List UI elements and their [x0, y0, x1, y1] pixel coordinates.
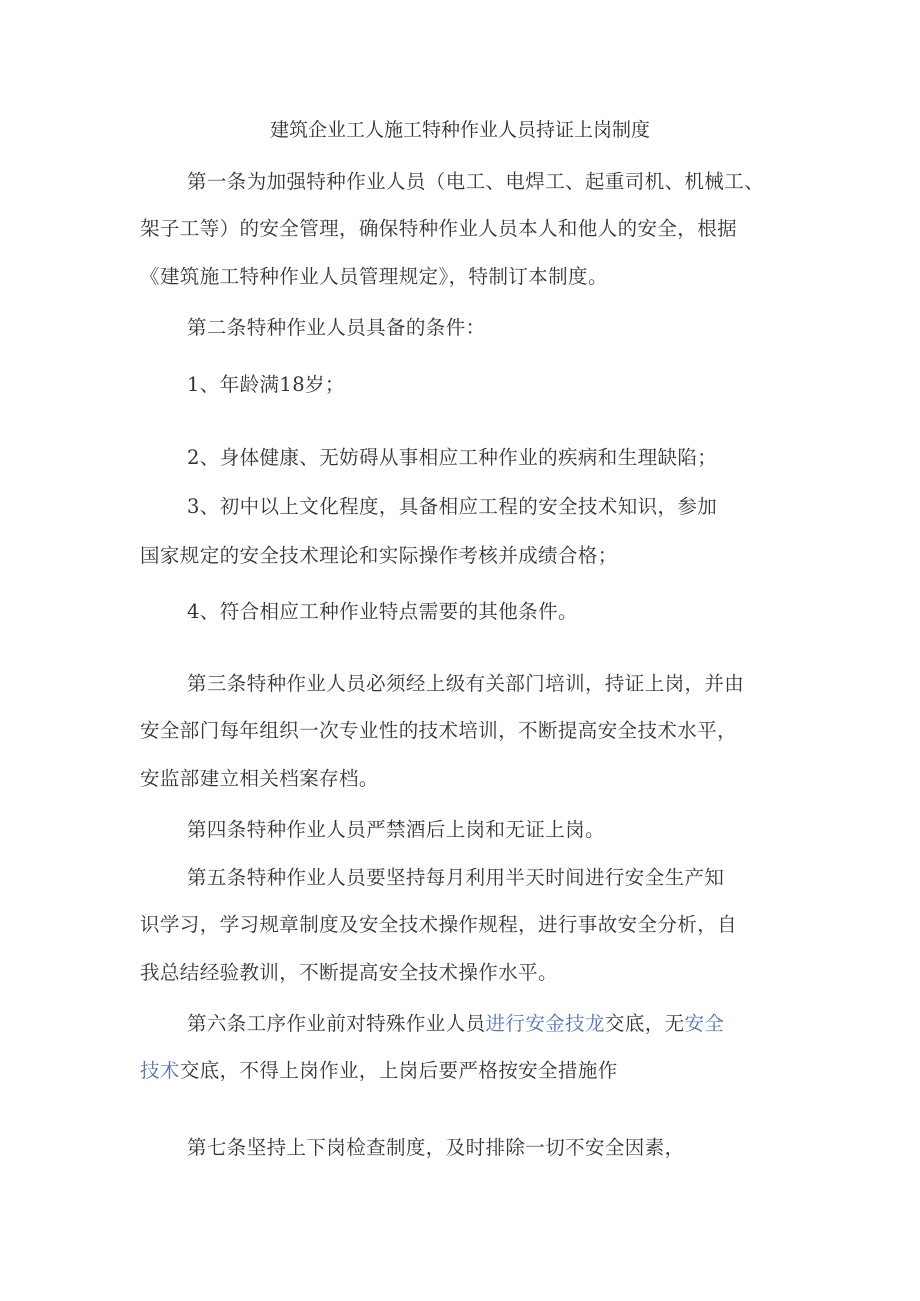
- article2-item1: 1、年龄满18岁；: [187, 373, 345, 396]
- article2-item4: 4、符合相应工种作业特点需要的其他条件。: [187, 600, 578, 623]
- article5-line3: 我总结经验教训，不断提高安全技术操作水平。: [140, 961, 558, 984]
- article6-link-b[interactable]: 安全: [684, 1012, 725, 1035]
- document-title: 建筑企业工人施工特种作业人员持证上岗制度: [269, 119, 650, 141]
- article1-line1: 第一条为加强特种作业人员（电工、电焊工、起重司机、机械工、: [187, 170, 765, 193]
- article3-line3: 安监部建立相关档案存档。: [140, 767, 379, 790]
- article3-line2: 安全部门每年组织一次专业性的技术培训，不断提高安全技术水平，: [140, 719, 738, 742]
- article6-link-c[interactable]: 技术: [140, 1059, 180, 1082]
- article5-line2: 识学习，学习规章制度及安全技术操作规程，进行事故安全分析，自: [140, 913, 738, 936]
- article3-line1: 第三条特种作业人员必须经上级有关部门培训，持证上岗，并由: [187, 672, 745, 695]
- article1-line3: 《建筑施工特种作业人员管理规定》，特制订本制度。: [140, 265, 608, 288]
- article5-line1: 第五条特种作业人员要坚持每月利用半天时间进行安全生产知: [187, 866, 725, 889]
- article6-line1: [187, 1010, 724, 1038]
- article6-link-a[interactable]: 进行安金技龙: [485, 1012, 605, 1035]
- article2-item3-line1: 3、初中以上文化程度，具备相应工程的安全技术知识，参加: [187, 495, 718, 518]
- article7-line1: 第七条坚持上下岗检查制度，及时排除一切不安全因素，: [187, 1136, 685, 1159]
- article2-item3-line2: 国家规定的安全技术理论和实际操作考核并成绩合格；: [140, 544, 618, 567]
- article1-line2: 架子工等）的安全管理，确保特种作业人员本人和他人的安全，根据: [140, 217, 738, 240]
- article2-item2: 2、身体健康、无妨碍从事相应工种作业的疾病和生理缺陷；: [187, 446, 718, 469]
- article2-heading: 第二条特种作业人员具备的条件：: [187, 316, 486, 339]
- article6-text-c: 交底，不得上岗作业，上岗后要严格按安全措施作: [179, 1059, 618, 1082]
- article4-line1: 第四条特种作业人员严禁酒后上岗和无证上岗。: [187, 818, 605, 841]
- article6-line2: [140, 1057, 618, 1085]
- article6-text-a: 第六条工序作业前对特殊作业人员: [187, 1012, 486, 1035]
- article6-text-b: 交底，无: [604, 1012, 685, 1035]
